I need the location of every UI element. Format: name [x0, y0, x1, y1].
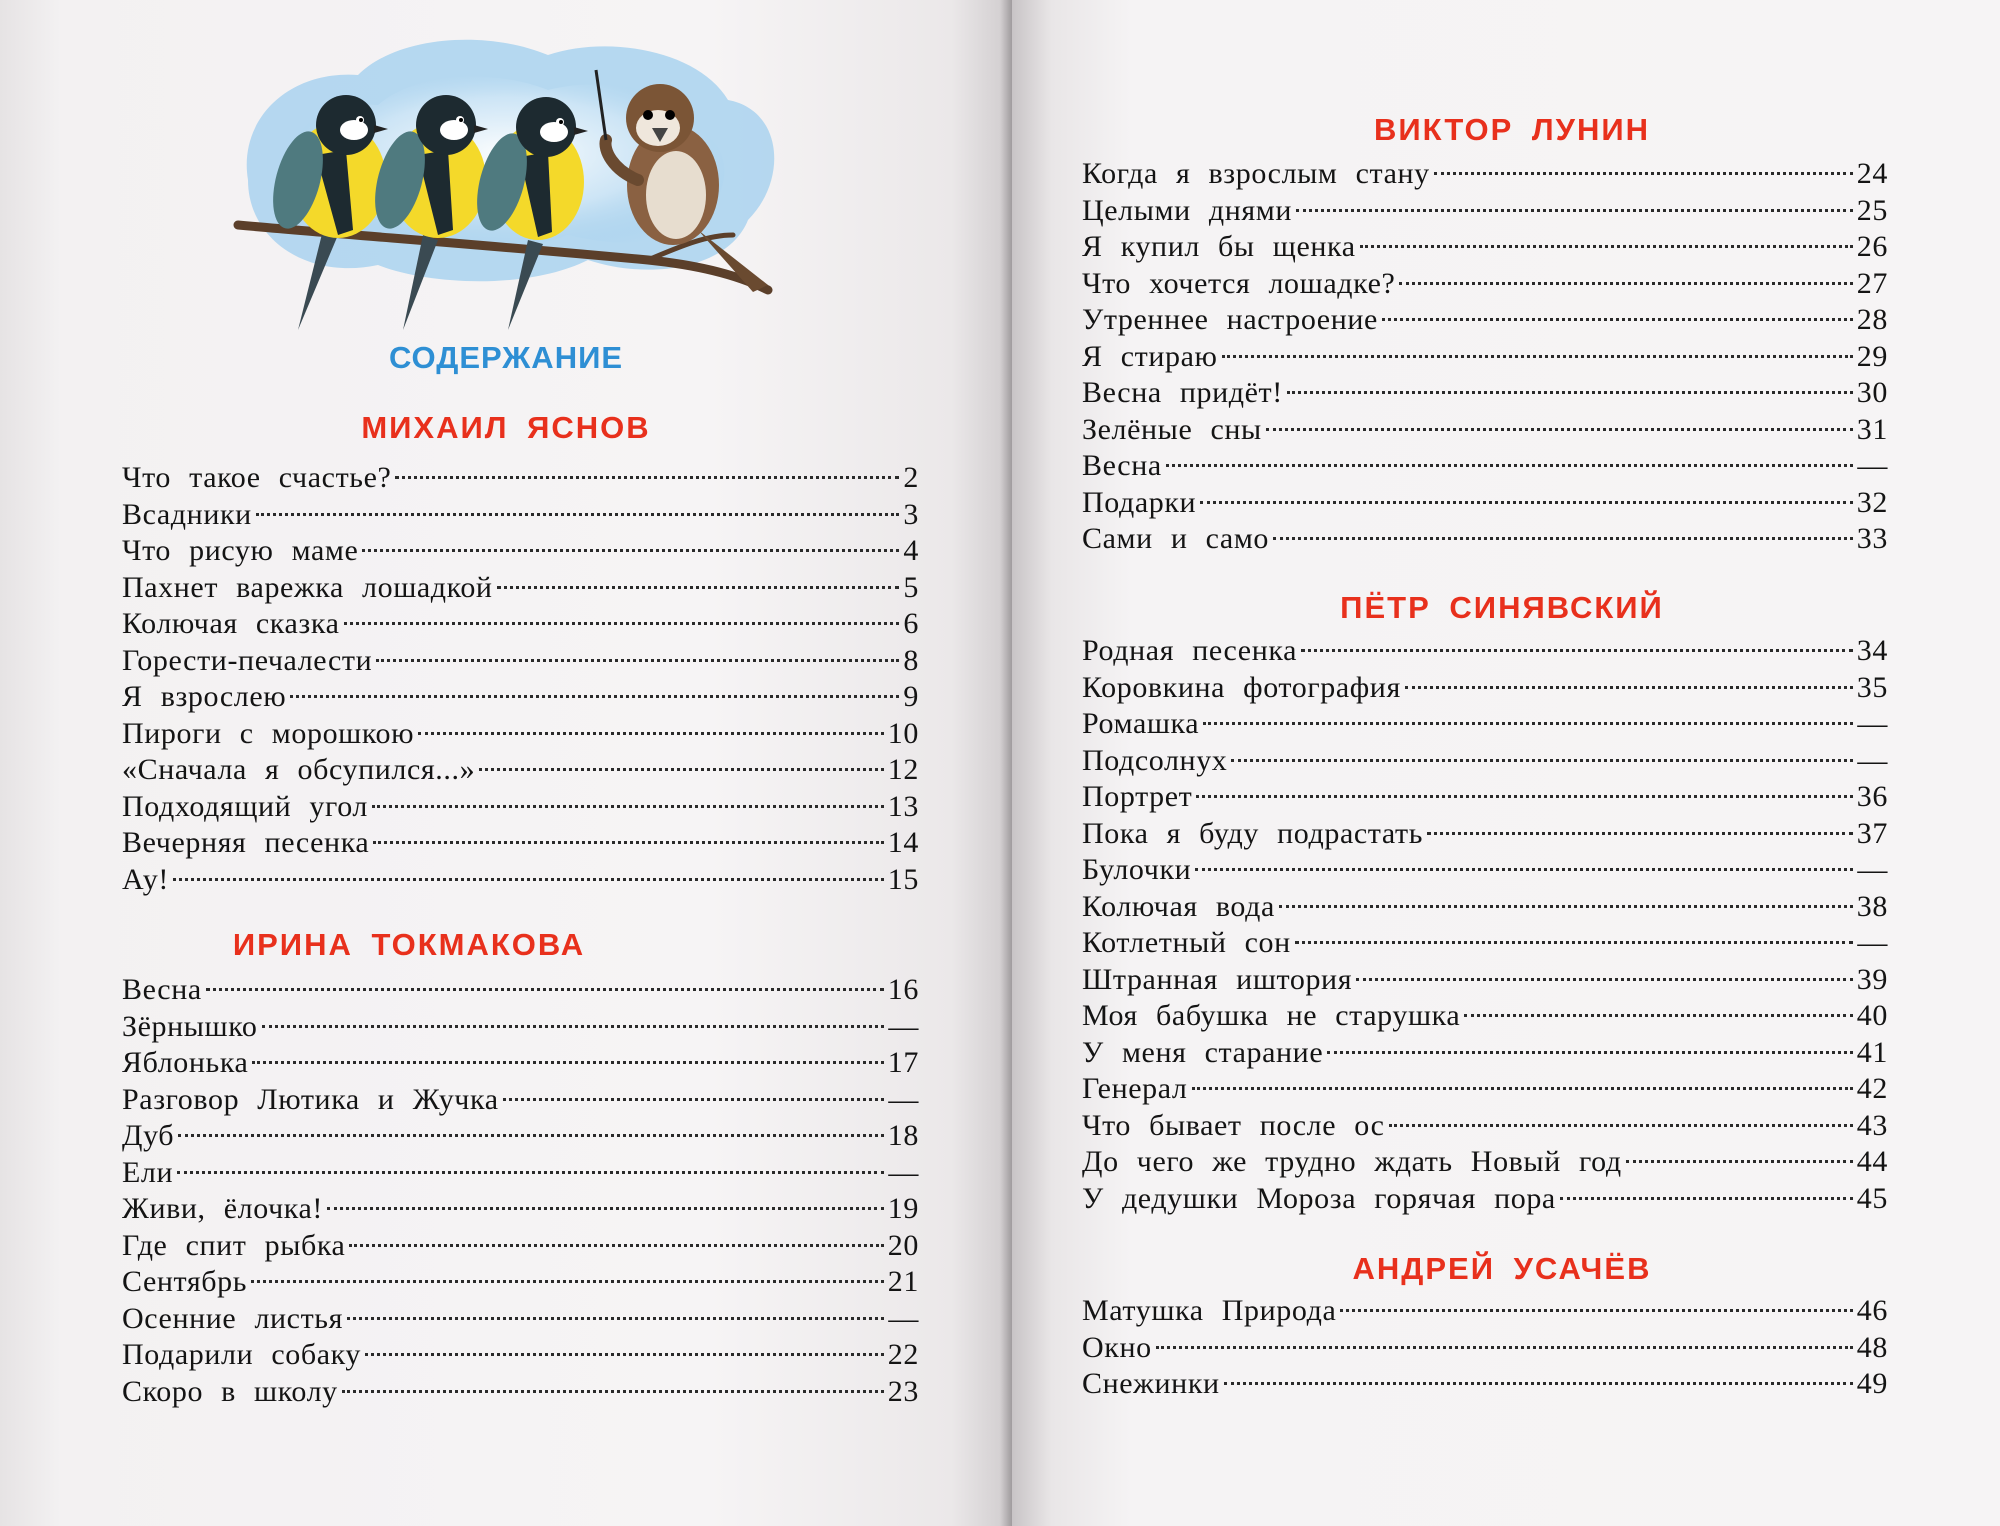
toc-entry [1082, 852, 1888, 889]
toc-entry-page-number: 40 [1856, 999, 1888, 1032]
toc-entry-title: Штранная иштория [1082, 962, 1353, 996]
toc-entry-page-number: 14 [887, 826, 919, 859]
dot-leader [349, 1244, 883, 1247]
toc-entry [122, 643, 919, 680]
toc-entry-page-number: 49 [1856, 1367, 1888, 1400]
dot-leader [1327, 1051, 1853, 1054]
toc-entry-page-number: 43 [1856, 1108, 1888, 1142]
dot-leader [256, 513, 900, 516]
toc-entry-title: Зёрнышко [122, 1009, 258, 1043]
toc-entry-title: Ау! [122, 862, 169, 896]
toc-entry-title: Портрет [1082, 780, 1193, 813]
toc-entry-title: Осенние листья [122, 1301, 343, 1335]
toc-entry-title: Утреннее настроение [1082, 303, 1378, 336]
toc-entry [122, 972, 919, 1009]
toc-entry-title: Зелёные сны [1082, 412, 1262, 446]
dot-leader [1296, 209, 1853, 212]
toc-entry [1082, 1144, 1888, 1181]
toc-entry-title: Всадники [122, 497, 252, 531]
author-heading-sinyavsky: ПЁТР СИНЯВСКИЙ [1340, 590, 1664, 625]
dot-leader [251, 1280, 884, 1283]
toc-entry [122, 606, 919, 643]
toc-entry-page-number: 32 [1856, 485, 1888, 519]
toc-entry [122, 1118, 919, 1155]
toc-entry [122, 1009, 919, 1046]
toc-list-lunin [1082, 156, 1888, 558]
toc-entry [1082, 998, 1888, 1035]
toc-entry-page-number: 10 [887, 716, 919, 750]
dot-leader [1434, 172, 1853, 175]
toc-entry-page-number: 33 [1856, 522, 1888, 555]
toc-list-yasnov [122, 460, 919, 898]
toc-entry-page-number: 15 [887, 862, 919, 896]
toc-entry-title: Разговор Лютика и Жучка [122, 1082, 499, 1116]
toc-entry-title: Подсолнух [1082, 743, 1228, 777]
dot-leader [376, 659, 899, 662]
dot-leader [1405, 686, 1853, 689]
toc-entry-page-number: 42 [1856, 1072, 1888, 1105]
toc-list-sinyavsky [1082, 633, 1888, 1217]
toc-list-tokmakova [122, 972, 919, 1410]
dot-leader [1224, 1382, 1853, 1385]
toc-entry-title: Когда я взрослым стану [1082, 157, 1430, 190]
toc-entry [1082, 706, 1888, 743]
toc-entry [1082, 1330, 1888, 1367]
toc-entry-page-number: — [1857, 707, 1888, 740]
toc-entry [1082, 302, 1888, 339]
toc-entry-page-number: — [1857, 853, 1888, 886]
toc-entry-title: Весна [1082, 449, 1162, 482]
toc-entry-title: Что хочется лошадке? [1082, 266, 1396, 300]
toc-entry [1082, 743, 1888, 780]
toc-entry-page-number: 6 [903, 607, 919, 640]
dot-leader [1382, 318, 1853, 321]
dot-leader [1279, 905, 1853, 908]
dot-leader [1340, 1309, 1852, 1312]
toc-entry-title: Где спит рыбка [122, 1228, 346, 1262]
toc-entry-title: Вечерняя песенка [122, 826, 370, 859]
dot-leader [262, 1025, 885, 1028]
toc-entry [122, 1228, 919, 1265]
dot-leader [1399, 282, 1852, 285]
toc-entry [1082, 1071, 1888, 1108]
toc-entry-title: Я стираю [1082, 339, 1218, 373]
toc-entry-page-number: 19 [887, 1192, 919, 1225]
toc-entry-title: Пока я буду подрастать [1082, 816, 1423, 850]
toc-entry-page-number: 12 [887, 753, 919, 786]
toc-entry-page-number: 25 [1856, 193, 1888, 227]
right-page [1012, 0, 2000, 1526]
toc-entry [1082, 1181, 1888, 1218]
dot-leader [1301, 649, 1853, 652]
toc-entry-title: Весна [122, 973, 202, 1006]
toc-entry [122, 1337, 919, 1374]
toc-entry-title: Живи, ёлочка! [122, 1192, 323, 1225]
toc-entry [122, 1264, 919, 1301]
toc-entry-page-number: 8 [903, 643, 919, 677]
dot-leader [497, 586, 900, 589]
toc-entry-title: Что бывает после ос [1082, 1108, 1385, 1142]
dot-leader [1360, 245, 1853, 248]
dot-leader [365, 1353, 884, 1356]
toc-entry-title: «Сначала я обсупился...» [122, 753, 476, 786]
toc-entry-title: Скоро в школу [122, 1374, 338, 1408]
toc-entry-page-number: — [1857, 743, 1888, 777]
toc-entry [1082, 266, 1888, 303]
toc-entry-title: Родная песенка [1082, 634, 1298, 667]
dot-leader [1560, 1197, 1853, 1200]
toc-entry-page-number: 20 [887, 1228, 919, 1262]
toc-entry-page-number: 13 [887, 789, 919, 823]
toc-entry-page-number: — [1857, 926, 1888, 959]
dot-leader [362, 549, 899, 552]
toc-entry [122, 1082, 919, 1119]
toc-entry-page-number: 3 [903, 497, 919, 531]
author-heading-tokmakova: ИРИНА ТОКМАКОВА [232, 927, 586, 962]
toc-entry [122, 570, 919, 607]
toc-entry [1082, 1035, 1888, 1072]
toc-entry [1082, 1293, 1888, 1330]
toc-entry [122, 1191, 919, 1228]
toc-entry-page-number: 27 [1856, 266, 1888, 300]
dot-leader [1203, 722, 1853, 725]
toc-entry-page-number: 2 [903, 461, 919, 494]
toc-entry-page-number: — [888, 1082, 919, 1116]
toc-entry-title: Моя бабушка не старушка [1082, 999, 1461, 1032]
toc-entry-page-number: 5 [903, 570, 919, 604]
toc-entry-title: Подарили собаку [122, 1338, 362, 1371]
toc-entry-page-number: 16 [887, 973, 919, 1006]
toc-entry-page-number: 37 [1856, 816, 1888, 850]
toc-entry [1082, 229, 1888, 266]
toc-entry-page-number: 30 [1856, 376, 1888, 409]
dot-leader [1464, 1014, 1852, 1017]
toc-entry-page-number: 44 [1856, 1145, 1888, 1178]
toc-entry-title: Снежинки [1082, 1367, 1220, 1400]
toc-entry-page-number: 29 [1856, 339, 1888, 373]
toc-entry [122, 460, 919, 497]
toc-entry-page-number: 9 [903, 680, 919, 713]
toc-entry-title: Колючая вода [1082, 889, 1275, 923]
dot-leader [503, 1098, 885, 1101]
toc-entry [122, 1374, 919, 1411]
toc-entry-page-number: 23 [887, 1374, 919, 1408]
dot-leader [342, 1390, 884, 1393]
toc-entry-page-number: 31 [1856, 412, 1888, 446]
toc-entry-title: Подходящий угол [122, 789, 368, 823]
toc-entry-title: У меня старание [1082, 1035, 1324, 1069]
toc-entry-title: Генерал [1082, 1072, 1188, 1105]
toc-entry-title: Булочки [1082, 853, 1192, 886]
toc-entry-title: Дуб [122, 1119, 175, 1152]
toc-entry-title: Колючая сказка [122, 607, 340, 640]
dot-leader [1287, 391, 1853, 394]
toc-entry [1082, 779, 1888, 816]
birds-illustration [228, 30, 788, 340]
toc-entry-title: Ели [122, 1155, 174, 1189]
toc-entry-title: Что рисую маме [122, 534, 359, 567]
toc-entry [122, 825, 919, 862]
dot-leader [290, 695, 899, 698]
toc-entry-page-number: 26 [1856, 230, 1888, 263]
dot-leader [1389, 1124, 1853, 1127]
toc-entry-title: Коровкина фотография [1082, 670, 1401, 704]
toc-entry [122, 752, 919, 789]
toc-entry [1082, 193, 1888, 230]
toc-entry [1082, 339, 1888, 376]
toc-entry [122, 1155, 919, 1192]
dot-leader [1295, 941, 1854, 944]
toc-entry [1082, 521, 1888, 558]
toc-entry-page-number: 24 [1856, 157, 1888, 190]
contents-title: СОДЕРЖАНИЕ [388, 340, 624, 375]
dot-leader [1195, 868, 1853, 871]
author-heading-lunin: ВИКТОР ЛУНИН [1373, 112, 1651, 147]
toc-entry-page-number: 41 [1856, 1035, 1888, 1069]
toc-entry-title: Весна придёт! [1082, 376, 1283, 409]
toc-entry [122, 716, 919, 753]
toc-entry-title: Сами и само [1082, 522, 1270, 555]
dot-leader [206, 988, 884, 991]
dot-leader [1222, 355, 1853, 358]
toc-entry [1082, 375, 1888, 412]
toc-entry [1082, 925, 1888, 962]
toc-entry-page-number: 48 [1856, 1330, 1888, 1364]
dot-leader [479, 768, 884, 771]
toc-entry [1082, 633, 1888, 670]
toc-entry-title: У дедушки Мороза горячая пора [1082, 1181, 1556, 1215]
toc-entry-page-number: 18 [887, 1119, 919, 1152]
toc-entry-page-number: 34 [1856, 634, 1888, 667]
toc-entry [1082, 962, 1888, 999]
toc-list-usachev [1082, 1293, 1888, 1403]
dot-leader [1427, 832, 1853, 835]
toc-entry-page-number: — [888, 1301, 919, 1335]
dot-leader [1196, 795, 1852, 798]
dot-leader [1266, 428, 1853, 431]
dot-leader [1166, 464, 1854, 467]
toc-entry [1082, 889, 1888, 926]
toc-entry-title: Котлетный сон [1082, 926, 1291, 959]
toc-entry-page-number: — [888, 1155, 919, 1189]
dot-leader [1626, 1160, 1853, 1163]
toc-entry [1082, 412, 1888, 449]
toc-entry-title: Окно [1082, 1330, 1152, 1364]
toc-entry-page-number: 35 [1856, 670, 1888, 704]
toc-entry [122, 862, 919, 899]
dot-leader [395, 476, 899, 479]
dot-leader [1273, 537, 1853, 540]
toc-entry-title: Сентябрь [122, 1265, 248, 1298]
dot-leader [372, 805, 884, 808]
toc-entry-title: Что такое счастье? [122, 461, 392, 494]
toc-entry [122, 789, 919, 826]
dot-leader [347, 1317, 884, 1320]
toc-entry-page-number: 17 [887, 1046, 919, 1079]
dot-leader [1192, 1087, 1853, 1090]
toc-entry-page-number: 22 [887, 1338, 919, 1371]
toc-entry-title: До чего же трудно ждать Новый год [1082, 1145, 1622, 1178]
toc-entry-title: Ромашка [1082, 707, 1200, 740]
toc-entry-title: Я купил бы щенка [1082, 230, 1356, 263]
dot-leader [373, 841, 883, 844]
dot-leader [1231, 759, 1853, 762]
dot-leader [252, 1061, 883, 1064]
toc-entry [1082, 670, 1888, 707]
toc-entry [122, 679, 919, 716]
dot-leader [173, 878, 884, 881]
dot-leader [1156, 1346, 1853, 1349]
dot-leader [344, 622, 900, 625]
toc-entry [1082, 1108, 1888, 1145]
toc-entry [1082, 1366, 1888, 1403]
toc-entry-page-number: 28 [1856, 303, 1888, 336]
toc-entry-title: Пахнет варежка лошадкой [122, 570, 493, 604]
dot-leader [327, 1207, 884, 1210]
toc-entry-page-number: — [888, 1009, 919, 1043]
author-heading-usachev: АНДРЕЙ УСАЧЁВ [1352, 1251, 1652, 1286]
dot-leader [178, 1134, 884, 1137]
toc-entry [1082, 156, 1888, 193]
author-heading-yasnov: МИХАИЛ ЯСНОВ [361, 410, 651, 445]
toc-entry [122, 533, 919, 570]
toc-entry-title: Пироги с морошкою [122, 716, 415, 750]
toc-entry [122, 1045, 919, 1082]
toc-entry-title: Матушка Природа [1082, 1294, 1337, 1327]
toc-entry-title: Подарки [1082, 485, 1197, 519]
toc-entry-page-number: — [1857, 449, 1888, 482]
toc-entry-title: Горести-печалести [122, 643, 373, 677]
toc-entry [1082, 485, 1888, 522]
toc-entry-page-number: 21 [887, 1265, 919, 1298]
toc-entry-page-number: 4 [903, 534, 919, 567]
toc-entry-page-number: 39 [1856, 962, 1888, 996]
toc-entry [122, 497, 919, 534]
toc-entry-title: Яблонька [122, 1046, 249, 1079]
toc-entry-page-number: 46 [1856, 1294, 1888, 1327]
dot-leader [418, 732, 884, 735]
toc-entry [122, 1301, 919, 1338]
toc-entry-page-number: 45 [1856, 1181, 1888, 1215]
toc-entry-page-number: 38 [1856, 889, 1888, 923]
toc-entry [1082, 816, 1888, 853]
dot-leader [1200, 501, 1853, 504]
dot-leader [177, 1171, 884, 1174]
toc-entry-page-number: 36 [1856, 780, 1888, 813]
dot-leader [1356, 978, 1853, 981]
toc-entry [1082, 448, 1888, 485]
toc-entry-title: Целыми днями [1082, 193, 1293, 227]
toc-entry-title: Я взрослею [122, 680, 287, 713]
